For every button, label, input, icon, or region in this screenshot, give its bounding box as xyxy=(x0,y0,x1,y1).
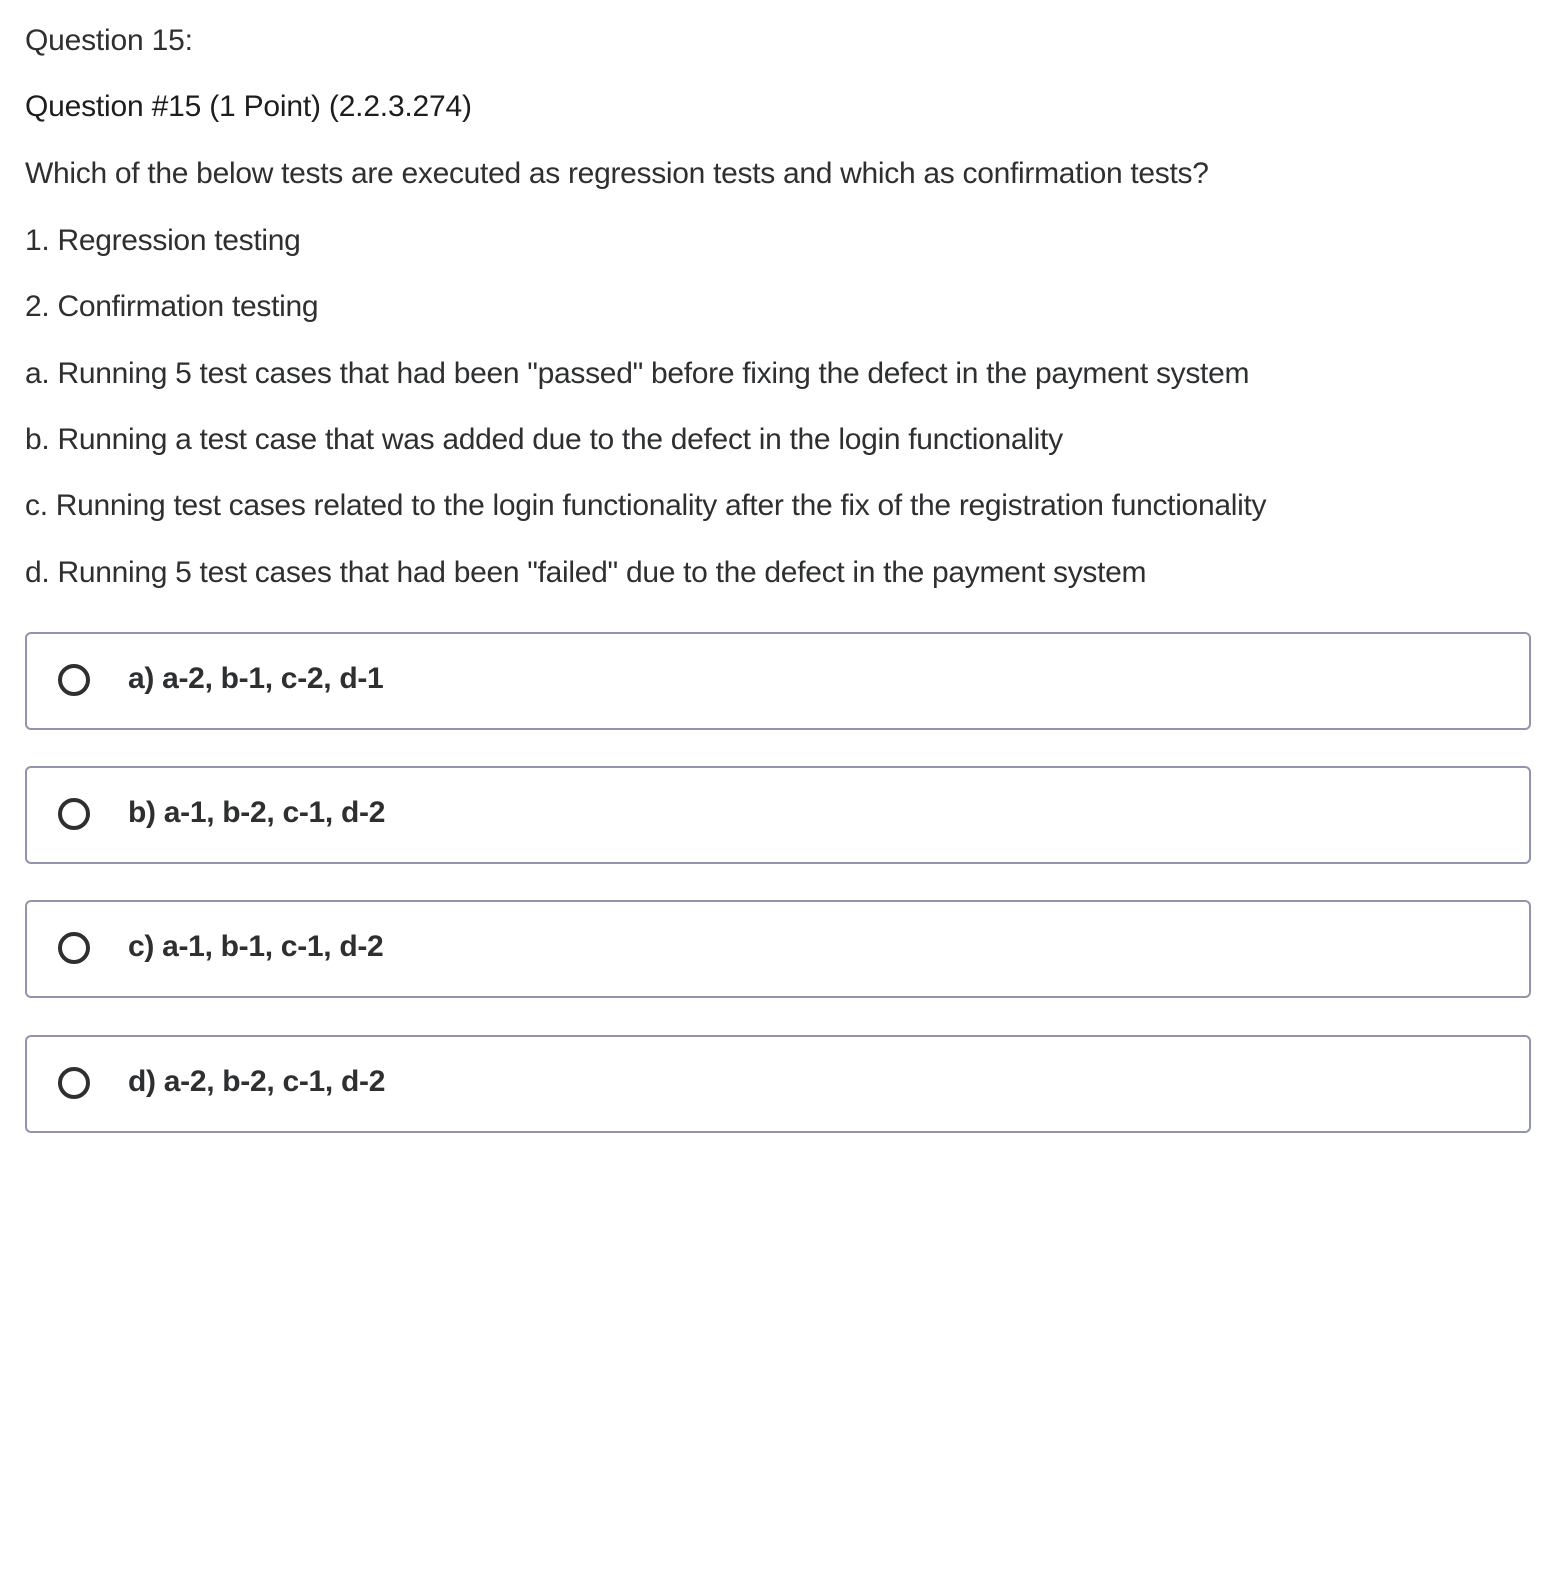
answer-option-label: b) a-1, b-2, c-1, d-2 xyxy=(128,796,386,829)
radio-unchecked-icon[interactable] xyxy=(58,664,90,696)
question-label: Question 15: xyxy=(25,24,193,57)
answer-option-b[interactable] xyxy=(25,766,1531,864)
answer-option-a[interactable] xyxy=(25,632,1531,730)
item-a: a. Running 5 test cases that had been "passed" before fixing the defect in the payment system xyxy=(25,357,1250,390)
answer-option-c[interactable] xyxy=(25,900,1531,998)
answer-option-label: c) a-1, b-1, c-1, d-2 xyxy=(128,930,384,963)
category-regression: 1. Regression testing xyxy=(25,224,301,257)
item-d: d. Running 5 test cases that had been "failed" due to the defect in the payment system xyxy=(25,556,1147,589)
answer-option-label: d) a-2, b-2, c-1, d-2 xyxy=(128,1065,386,1098)
radio-unchecked-icon[interactable] xyxy=(58,932,90,964)
question-prompt: Which of the below tests are executed as regression tests and which as confirmation tests? xyxy=(25,157,1209,190)
radio-unchecked-icon[interactable] xyxy=(58,798,90,830)
answer-option-d[interactable] xyxy=(25,1035,1531,1133)
radio-unchecked-icon[interactable] xyxy=(58,1067,90,1099)
category-confirmation: 2. Confirmation testing xyxy=(25,290,319,323)
answer-option-label: a) a-2, b-1, c-2, d-1 xyxy=(128,662,384,695)
item-b: b. Running a test case that was added due to the defect in the login functionality xyxy=(25,423,1063,456)
item-c: c. Running test cases related to the login functionality after the fix of the registration functionality xyxy=(25,489,1267,522)
question-title: Question #15 (1 Point) (2.2.3.274) xyxy=(25,90,472,123)
